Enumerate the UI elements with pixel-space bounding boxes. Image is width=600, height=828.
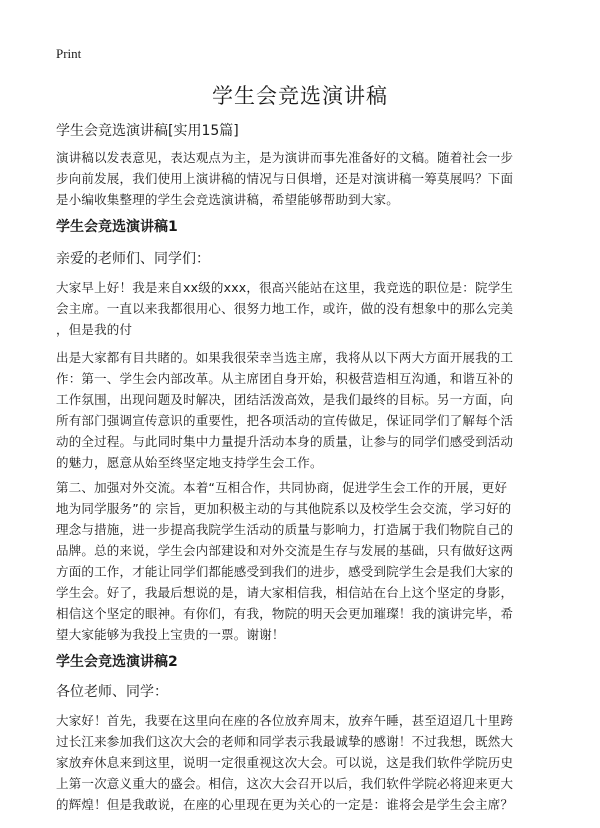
speech-2-heading: 学生会竞选演讲稿2: [56, 654, 178, 670]
text-line: 步向前发展，我们使用上演讲稿的情况与日俱增，还是对演讲稿一筹莫展吗？下面: [56, 171, 514, 186]
text-line: 望大家能够为我投上宝贵的一票。谢谢！: [56, 627, 285, 642]
page-title: 学生会竞选演讲稿: [212, 84, 388, 108]
text-line: 动的全过程。与此同时集中力量提升活动本身的质量，让参与的同学们感受到活动: [56, 434, 514, 449]
speech-1-heading: 学生会竞选演讲稿1: [56, 219, 178, 235]
text-line: 地为同学服务”的 宗旨，更加积极主动的与其他院系以及校学生会交流，学习好的: [56, 501, 512, 516]
text-line: ，但是我的付: [56, 322, 133, 337]
text-line: 会主席。一直以来我都很用心、很努力地工作，或许，做的没有想象中的那么完美: [56, 301, 514, 316]
text-line: 品牌。总的来说，学生会内部建设和对外交流是生存与发展的基础，只有做好这两: [56, 543, 514, 558]
text-line: 家放弃休息来到这里，说明一定很重视这次大会。可以说，这是我们软件学院历史: [56, 755, 514, 770]
intro-paragraph: [56, 147, 544, 210]
speech-1-paragraph-2: [56, 347, 544, 473]
text-line: 出是大家都有目共睹的。如果我很荣幸当选主席，我将从以下两大方面开展我的工: [56, 350, 514, 365]
text-line: 相信这个坚定的眼神。有你们，有我，物院的明天会更加璀璨！我的演讲完毕，希: [56, 606, 514, 621]
text-line: 上第一次意义重大的盛会。相信，这次大会召开以后，我们软件学院必将迎来更大: [56, 776, 514, 791]
text-line: 是小编收集整理的学生会竞选演讲稿，希望能够帮助到大家。: [56, 192, 399, 207]
text-line: 学生会。好了，我最后想说的是，请大家相信我，相信站在台上这个坚定的身影，: [56, 585, 514, 600]
print-link[interactable]: Print: [56, 46, 82, 61]
text-line: 方面的工作，才能让同学们都能感受到我们的进步，感受到院学生会是我们大家的: [56, 564, 514, 579]
speech-1-paragraph-1: [56, 277, 544, 340]
speech-1-salutation: 亲爱的老师们、同学们：: [56, 251, 210, 267]
text-line: 的魅力，愿意从始至终坚定地支持学生会工作。: [56, 455, 323, 470]
text-line: 大家早上好！我是来自xx级的xxx，很高兴能站在这里，我竞选的职位是：院学生: [56, 280, 514, 295]
text-line: 第二、加强对外交流。本着“互相合作，共同协商，促进学生会工作的开展，更好: [56, 480, 508, 495]
text-line: 演讲稿以发表意见，表达观点为主，是为演讲而事先准备好的文稿。随着社会一步: [56, 150, 514, 165]
speech-2-paragraph-1: [56, 710, 544, 815]
text-line: 作：第一、学生会内部改革。从主席团自身开始，积极营造相互沟通，和谐互补的: [56, 371, 514, 386]
document-subtitle: 学生会竞选演讲稿[实用15篇]: [56, 123, 239, 139]
text-line: 工作氛围，出现问题及时解决，团结活泼高效，是我们最终的目标。另一方面，向: [56, 392, 514, 407]
text-line: 的辉煌！但是我敢说，在座的心里现在更为关心的一定是：谁将会是学生会主席？: [56, 797, 514, 812]
speech-2-salutation: 各位老师、同学：: [56, 684, 168, 700]
text-line: 理念与措施，进一步提高我院学生活动的质量与影响力，打造属于我们物院自己的: [56, 522, 514, 537]
text-line: 所有部门强调宣传意识的重要性，把各项活动的宣传做足，保证同学们了解每个活: [56, 413, 514, 428]
text-line: 大家好！首先，我要在这里向在座的各位放弃周末，放弃午睡，甚至迢迢几十里跨: [56, 713, 514, 728]
text-line: 过长江来参加我们这次大会的老师和同学表示我最诚挚的感谢！不过我想，既然大: [56, 734, 514, 749]
speech-1-paragraph-3: [56, 477, 544, 645]
